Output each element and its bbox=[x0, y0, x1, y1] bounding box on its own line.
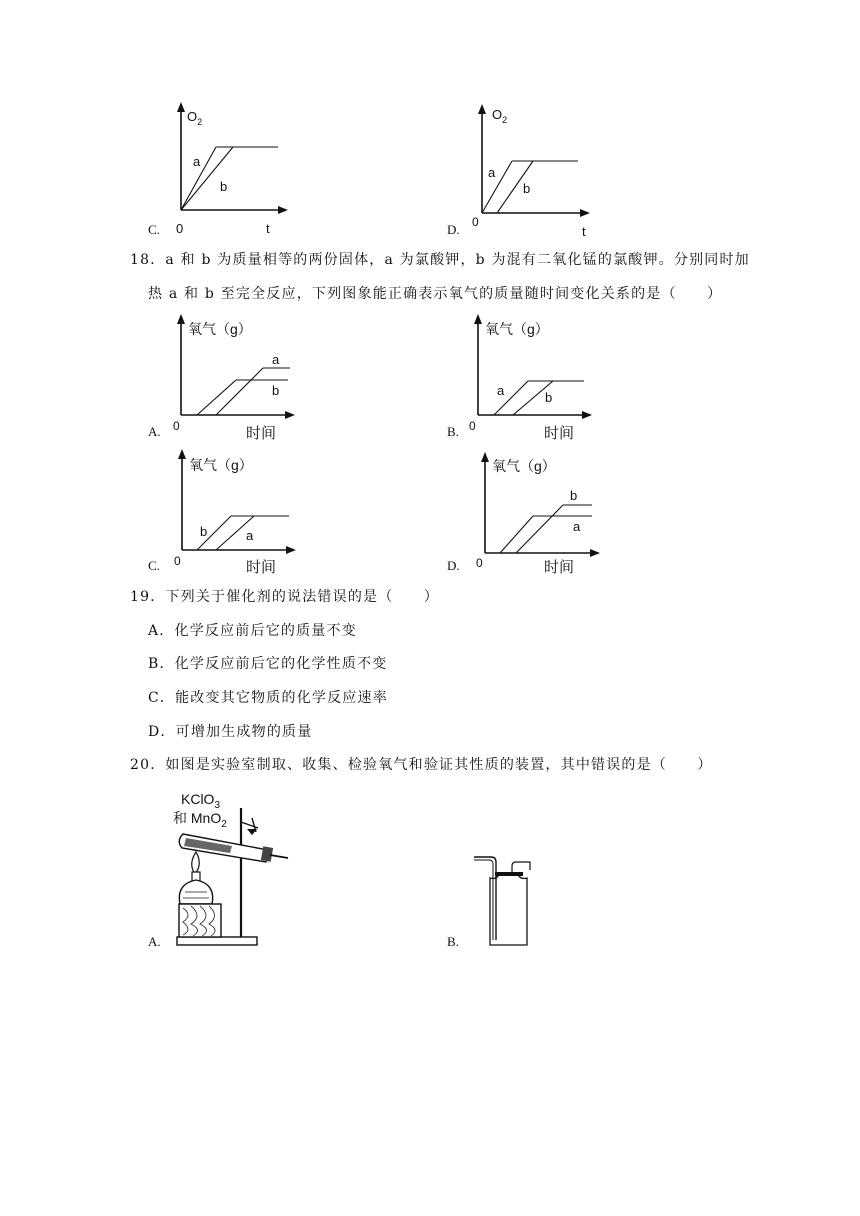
q18-d-xlabel: 时间 bbox=[544, 559, 575, 576]
q17-d-a: a bbox=[488, 165, 496, 180]
q18-option-a-label: A. bbox=[148, 424, 161, 439]
q17-d-b: b bbox=[523, 181, 531, 196]
q20-option-a-label: A. bbox=[148, 934, 161, 949]
q18-a-a: a bbox=[272, 352, 280, 367]
q18-option-b-label: B. bbox=[447, 424, 459, 439]
q19-option-b: B．化学反应前后它的化学性质不变 bbox=[148, 656, 388, 672]
q19-option-a: A．化学反应前后它的质量不变 bbox=[148, 623, 357, 639]
q18-c-b: b bbox=[200, 524, 208, 539]
q20-stem: 20．如图是实验室制取、收集、检验氧气和验证其性质的装置，其中错误的是（ ） bbox=[130, 757, 713, 773]
q18-d-ylabel: 氧气（g） bbox=[492, 458, 556, 474]
q18-c-origin: 0 bbox=[174, 554, 181, 568]
q18-a-ylabel: 氧气（g） bbox=[188, 321, 252, 337]
q18-d-origin: 0 bbox=[476, 556, 483, 570]
q18-c-ylabel: 氧气（g） bbox=[189, 457, 253, 473]
q20-a-reagent-mno2: 和 MnO$_2$ bbox=[173, 810, 227, 830]
q18-d-b: b bbox=[570, 488, 578, 503]
q18-d-a: a bbox=[573, 519, 581, 534]
q17-d-origin: 0 bbox=[472, 215, 479, 229]
q17-c-a: a bbox=[193, 154, 201, 169]
q18-b-ylabel: 氧气（g） bbox=[485, 321, 549, 337]
q17-c-ylabel: $O_2$ bbox=[187, 109, 203, 127]
q20-option-b-label: B. bbox=[447, 934, 459, 949]
q18-stem-line2: 热 a 和 b 至完全反应，下列图象能正确表示氧气的质量随时间变化关系的是（ ） bbox=[148, 286, 723, 302]
q19-option-c: C．能改变其它物质的化学反应速率 bbox=[148, 690, 388, 706]
q17-d-xlabel: t bbox=[582, 224, 586, 239]
q18-option-c-label: C. bbox=[148, 558, 160, 573]
q17-option-d-label: D. bbox=[447, 222, 460, 237]
q18-b-origin: 0 bbox=[469, 419, 476, 433]
q18-stem-line1: 18．a 和 b 为质量相等的两份固体，a 为氯酸钾，b 为混有二氧化锰的氯酸钾。分别同时加 bbox=[130, 252, 750, 268]
q17-c-xlabel: t bbox=[266, 221, 270, 236]
q17-c-b: b bbox=[220, 179, 228, 194]
q18-option-d-label: D. bbox=[447, 558, 460, 573]
q17-option-c-label: C. bbox=[148, 222, 160, 237]
q19-option-d: D．可增加生成物的质量 bbox=[148, 724, 313, 740]
q18-b-xlabel: 时间 bbox=[544, 425, 575, 442]
q20-a-reagent-kclo3: KClO$_3$ bbox=[181, 791, 221, 811]
q20-b-cover bbox=[495, 872, 523, 876]
q18-a-origin: 0 bbox=[173, 419, 180, 433]
q17-c-origin: 0 bbox=[176, 221, 184, 236]
q17-d-ylabel: $O_2$ bbox=[492, 107, 508, 125]
q18-b-b: b bbox=[545, 390, 553, 405]
q18-b-a: a bbox=[497, 383, 505, 398]
q18-c-a: a bbox=[246, 528, 254, 543]
q18-c-xlabel: 时间 bbox=[246, 559, 277, 576]
q18-a-xlabel: 时间 bbox=[246, 425, 277, 442]
q19-stem: 19．下列关于催化剂的说法错误的是（ ） bbox=[130, 589, 440, 605]
q18-a-b: b bbox=[272, 383, 280, 398]
